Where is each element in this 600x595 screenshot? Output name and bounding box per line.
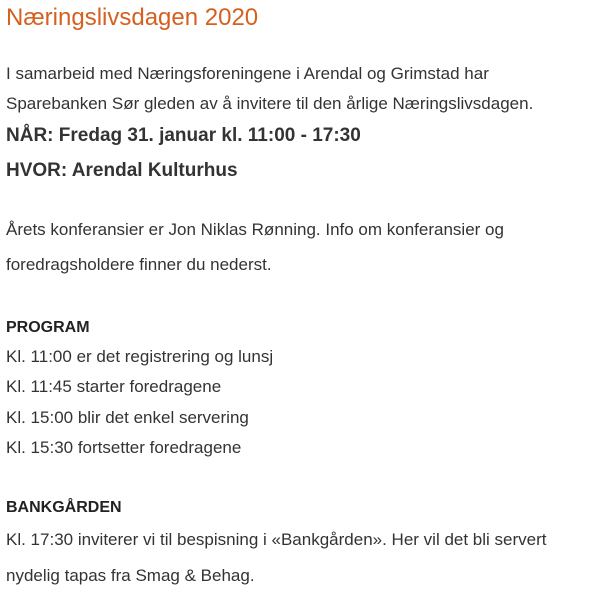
event-when: NÅR: Fredag 31. januar kl. 11:00 - 17:30 [6, 125, 361, 146]
bankgarden-heading: BANKGÅRDEN [6, 499, 122, 516]
program-item: Kl. 11:00 er det registrering og lunsj [6, 347, 274, 366]
program-item: Kl. 11:45 starter foredragene [6, 377, 222, 396]
bankgarden-line-1: Kl. 17:30 inviterer vi til bespisning i «Bankgården». Her vil det bli servert [6, 530, 547, 549]
program-item: Kl. 15:00 blir det enkel servering [6, 408, 249, 427]
bankgarden-line-2: nydelig tapas fra Smag & Behag. [6, 566, 255, 585]
intro-line-1: I samarbeid med Næringsforeningene i Arendal og Grimstad har [6, 64, 489, 83]
host-line-1: Årets konferansier er Jon Niklas Rønning. Info om konferansier og [6, 220, 504, 239]
page-title: Næringslivsdagen 2020 [6, 4, 259, 31]
event-where: HVOR: Arendal Kulturhus [6, 160, 238, 181]
host-line-2: foredragsholdere finner du nederst. [6, 255, 272, 274]
program-item: Kl. 15:30 fortsetter foredragene [6, 438, 242, 457]
intro-line-2: Sparebanken Sør gleden av å invitere til den årlige Næringslivsdagen. [6, 94, 534, 113]
program-heading: PROGRAM [6, 319, 90, 336]
